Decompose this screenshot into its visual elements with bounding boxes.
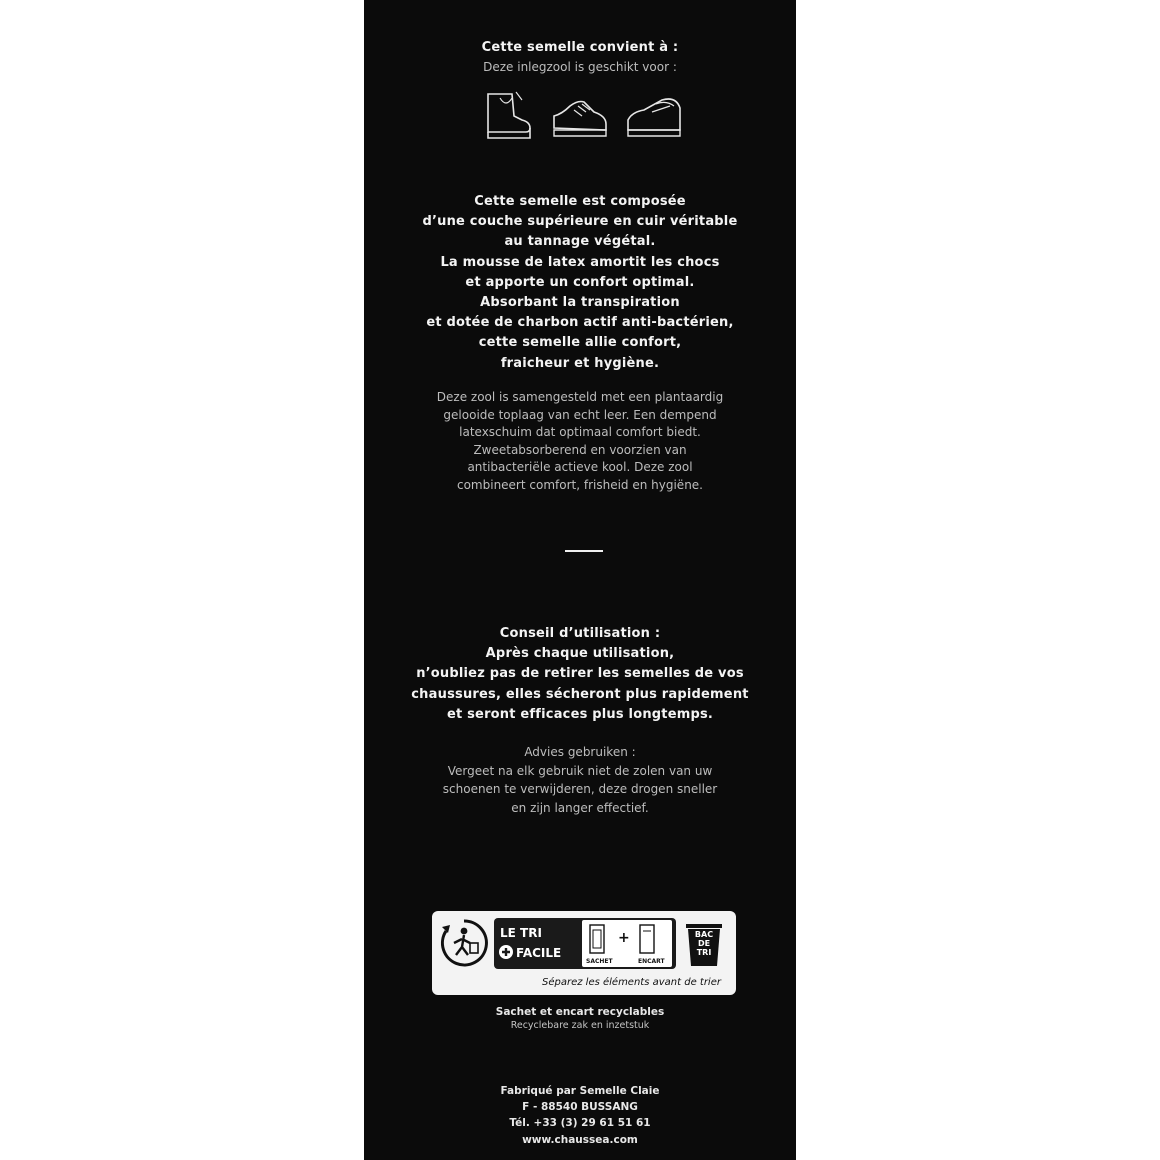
manufacturer-line: F - 88540 BUSSANG [522, 1101, 638, 1114]
le-tri-text: LE TRI [500, 926, 542, 940]
composition-fr-line: Absorbant la transpiration [480, 295, 680, 311]
loafer-icon [622, 86, 686, 144]
usage-nl-line: Advies gebruiken : [524, 745, 636, 759]
shoe-icons [476, 86, 686, 144]
usage-fr-line: Après chaque utilisation, [485, 646, 675, 662]
bin-text-line: TRI [696, 948, 712, 957]
triman-recycling-label [432, 911, 736, 995]
usage-fr-line: chaussures, elles sécheront plus rapidement [411, 686, 749, 702]
encart-label: ENCART [638, 958, 665, 965]
composition-nl-line: gelooide toplaag van echt leer. Een dempend [443, 407, 717, 422]
manufacturer-phone: Tél. +33 (3) 29 61 51 61 [509, 1117, 651, 1130]
usage-nl-line: en zijn langer effectief. [511, 800, 649, 815]
laced-shoe-icon [548, 86, 612, 144]
manufacturer-info [364, 1083, 796, 1148]
composition-fr-line: d’une couche supérieure en cuir véritable [422, 214, 738, 230]
boot-icon [476, 86, 536, 144]
composition-nl [364, 389, 796, 494]
composition-fr-line: au tannage végétal. [504, 234, 656, 250]
le-tri-facile-block [494, 918, 676, 969]
section-divider [565, 550, 603, 552]
triman-icon [438, 917, 490, 969]
composition-fr-line: et apporte un confort optimal. [465, 274, 695, 290]
composition-fr-line: et dotée de charbon actif anti-bactérien, [426, 315, 734, 331]
composition-nl-line: Zweetabsorberend en voorzien van [473, 442, 687, 457]
recycling-note-nl: Recyclebare zak en inzetstuk [510, 1020, 650, 1031]
plus-circle-icon [498, 944, 514, 960]
composition-nl-line: Deze zool is samengesteld met een plantaardig [436, 390, 724, 404]
suitable-title-nl: Deze inlegzool is geschikt voor : [483, 60, 677, 74]
composition-fr-line: La mousse de latex amortit les chocs [440, 254, 720, 270]
composition-nl-line: latexschuim dat optimaal comfort biedt. [459, 425, 701, 439]
separate-caption: Séparez les éléments avant de trier [542, 977, 721, 988]
items-box [582, 920, 672, 967]
sachet-icon [588, 923, 606, 955]
composition-nl-line: combineert comfort, frisheid en hygiëne. [456, 477, 703, 492]
composition-fr-line: Cette semelle est composée [474, 194, 686, 209]
usage-fr-line: et seront efficaces plus longtemps. [446, 706, 714, 722]
recycling-note-fr: Sachet et encart recyclables [495, 1006, 665, 1018]
encart-icon [638, 923, 656, 955]
product-panel [364, 0, 796, 1160]
suitable-title-fr: Cette semelle convient à : [481, 40, 679, 55]
usage-nl [364, 743, 796, 817]
usage-fr-line: Conseil d’utilisation : [499, 626, 661, 641]
facile-text: FACILE [516, 946, 562, 960]
composition-fr-line: fraicheur et hygiène. [500, 355, 660, 371]
manufacturer-line: Fabriqué par Semelle Claie [500, 1085, 660, 1097]
usage-nl-line: Vergeet na elk gebruik niet de zolen van uw [447, 763, 713, 778]
bin-text-line: DE [697, 939, 711, 948]
usage-nl-line: schoenen te verwijderen, deze drogen sneller [442, 782, 718, 796]
sachet-label: SACHET [586, 958, 613, 965]
website-link[interactable]: www.chaussea.com [522, 1133, 638, 1146]
composition-nl-line: antibacteriële actieve kool. Deze zool [467, 460, 693, 474]
bac-de-tri-text [690, 930, 718, 957]
composition-fr-line: cette semelle allie confort, [478, 335, 682, 351]
bin-text-line: BAC [694, 930, 714, 939]
plus-sign: + [618, 930, 630, 946]
usage-fr [364, 624, 796, 725]
composition-fr [364, 192, 796, 374]
usage-fr-line: n’oubliez pas de retirer les semelles de vos [416, 666, 744, 682]
